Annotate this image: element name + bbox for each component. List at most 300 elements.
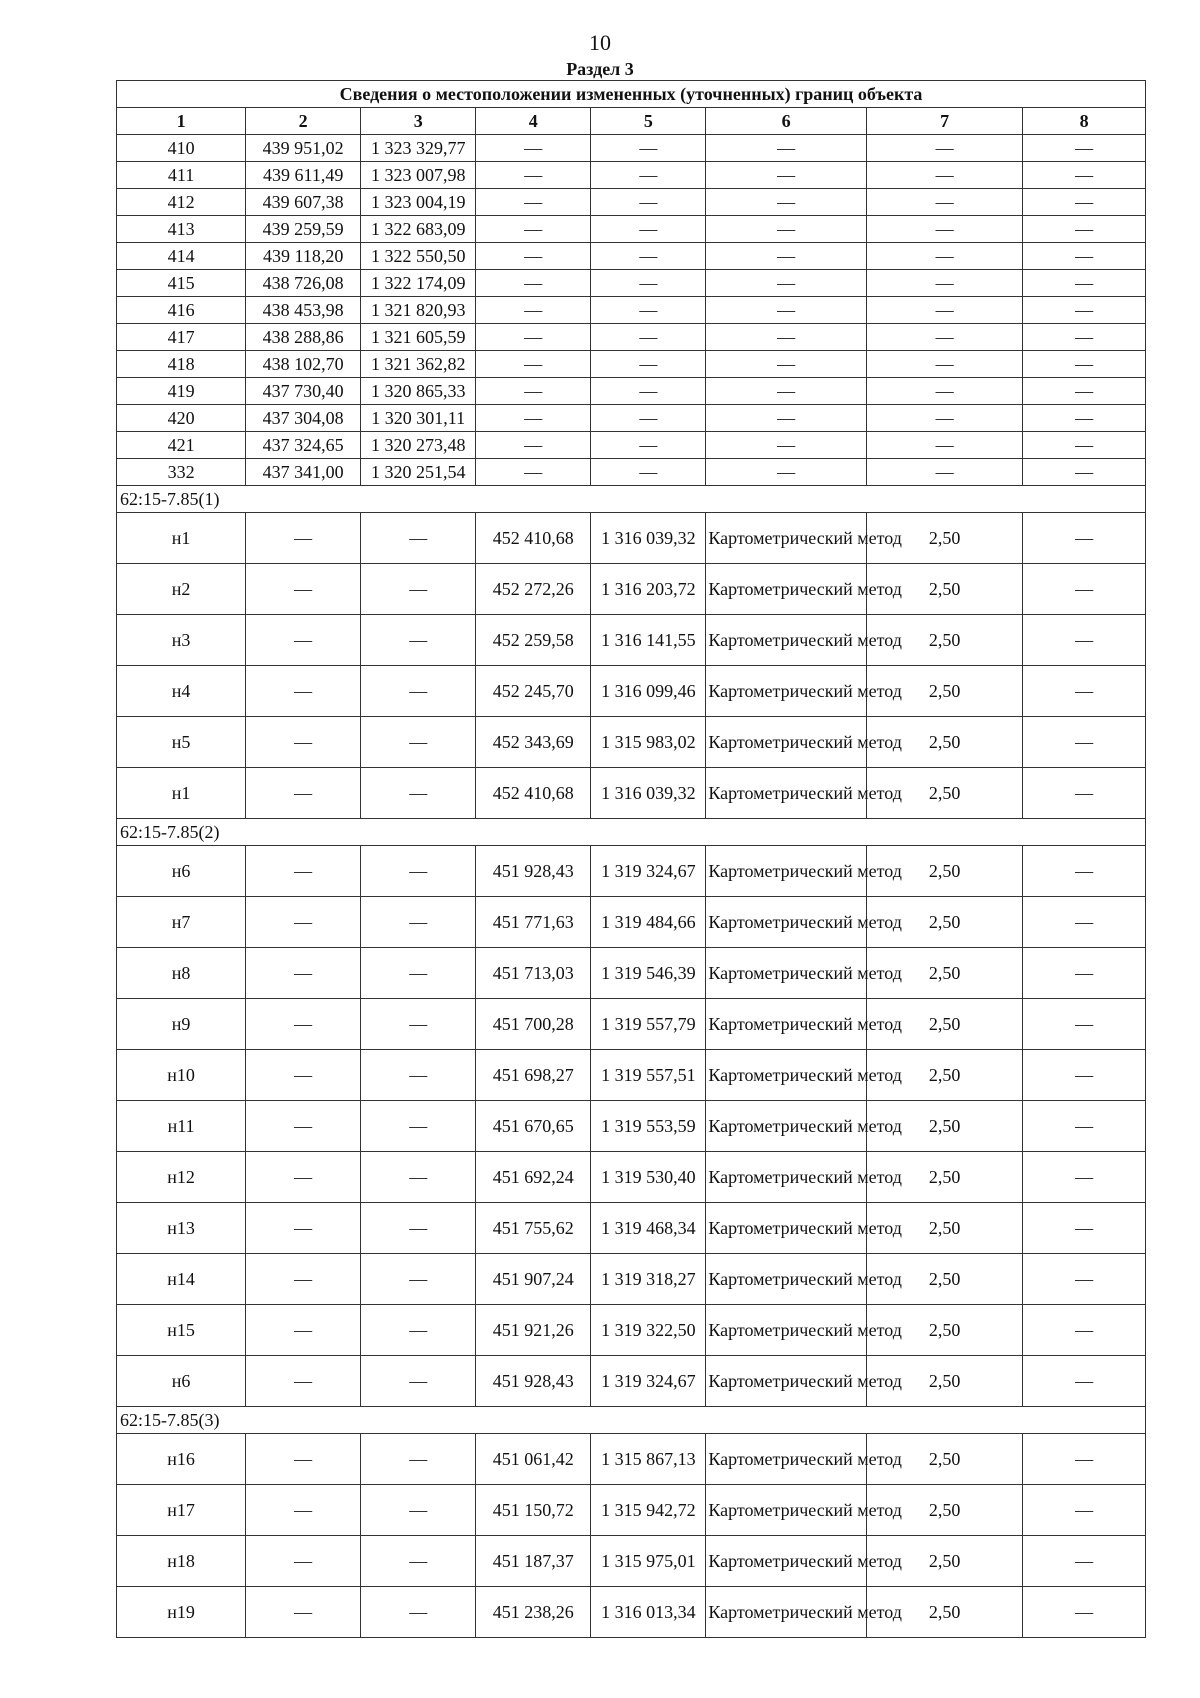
table-row <box>117 1101 1146 1152</box>
table-row <box>117 897 1146 948</box>
old-x-cell: 439 607,38 <box>246 189 361 216</box>
new-x-cell: — <box>476 405 591 432</box>
table-row <box>117 135 1146 162</box>
column-number-row <box>117 108 1146 135</box>
point-number-cell: н9 <box>117 999 246 1050</box>
method-cell: Картометрический метод <box>706 897 867 948</box>
old-x-cell: 439 611,49 <box>246 162 361 189</box>
table-row <box>117 846 1146 897</box>
method-cell: Картометрический метод <box>706 615 867 666</box>
description-cell: — <box>1023 1203 1146 1254</box>
description-cell: — <box>1023 1434 1146 1485</box>
point-number-cell: н4 <box>117 666 246 717</box>
accuracy-cell: — <box>866 378 1022 405</box>
table-row <box>117 1434 1146 1485</box>
description-cell: — <box>1023 1536 1146 1587</box>
new-y-cell: 1 319 546,39 <box>591 948 706 999</box>
method-cell: Картометрический метод <box>706 717 867 768</box>
table-row <box>117 717 1146 768</box>
column-number: 6 <box>706 108 867 135</box>
point-number-cell: 410 <box>117 135 246 162</box>
table-row <box>117 378 1146 405</box>
new-x-cell: 452 245,70 <box>476 666 591 717</box>
table-row <box>117 405 1146 432</box>
new-x-cell: — <box>476 459 591 486</box>
description-cell: — <box>1023 615 1146 666</box>
accuracy-cell: — <box>866 270 1022 297</box>
old-y-cell: 1 323 329,77 <box>361 135 476 162</box>
point-number-cell: н15 <box>117 1305 246 1356</box>
old-y-cell: — <box>361 897 476 948</box>
accuracy-cell: — <box>866 351 1022 378</box>
point-number-cell: н7 <box>117 897 246 948</box>
parcel-label: 62:15-7.85(3) <box>117 1407 1146 1434</box>
description-cell: — <box>1023 1050 1146 1101</box>
accuracy-cell: — <box>866 216 1022 243</box>
old-x-cell: 437 304,08 <box>246 405 361 432</box>
accuracy-cell: 2,50 <box>866 1152 1022 1203</box>
old-y-cell: 1 322 683,09 <box>361 216 476 243</box>
old-x-cell: — <box>246 1305 361 1356</box>
accuracy-cell: — <box>866 189 1022 216</box>
point-number-cell: н18 <box>117 1536 246 1587</box>
new-y-cell: 1 315 867,13 <box>591 1434 706 1485</box>
column-number: 2 <box>246 108 361 135</box>
accuracy-cell: — <box>866 432 1022 459</box>
new-x-cell: — <box>476 135 591 162</box>
point-number-cell: н3 <box>117 615 246 666</box>
table-row <box>117 324 1146 351</box>
accuracy-cell: — <box>866 162 1022 189</box>
point-number-cell: 417 <box>117 324 246 351</box>
old-y-cell: — <box>361 846 476 897</box>
method-cell: Картометрический метод <box>706 1305 867 1356</box>
new-x-cell: — <box>476 270 591 297</box>
method-cell: Картометрический метод <box>706 1434 867 1485</box>
point-number-cell: н16 <box>117 1434 246 1485</box>
point-number-cell: 412 <box>117 189 246 216</box>
accuracy-cell: 2,50 <box>866 1305 1022 1356</box>
method-cell: — <box>706 162 867 189</box>
method-cell: Картометрический метод <box>706 1254 867 1305</box>
new-x-cell: 451 692,24 <box>476 1152 591 1203</box>
old-x-cell: — <box>246 564 361 615</box>
method-cell: Картометрический метод <box>706 1485 867 1536</box>
old-y-cell: — <box>361 948 476 999</box>
parcel-label: 62:15-7.85(1) <box>117 486 1146 513</box>
accuracy-cell: 2,50 <box>866 1101 1022 1152</box>
method-cell: Картометрический метод <box>706 1356 867 1407</box>
old-x-cell: — <box>246 1434 361 1485</box>
table-row <box>117 666 1146 717</box>
method-cell: — <box>706 405 867 432</box>
point-number-cell: 411 <box>117 162 246 189</box>
old-y-cell: — <box>361 768 476 819</box>
new-x-cell: 451 187,37 <box>476 1536 591 1587</box>
old-x-cell: — <box>246 1050 361 1101</box>
new-y-cell: 1 316 039,32 <box>591 768 706 819</box>
old-y-cell: 1 320 251,54 <box>361 459 476 486</box>
point-number-cell: н19 <box>117 1587 246 1638</box>
accuracy-cell: 2,50 <box>866 717 1022 768</box>
old-y-cell: — <box>361 1356 476 1407</box>
old-y-cell: 1 320 273,48 <box>361 432 476 459</box>
accuracy-cell: 2,50 <box>866 897 1022 948</box>
point-number-cell: 416 <box>117 297 246 324</box>
table-row <box>117 1587 1146 1638</box>
point-number-cell: н17 <box>117 1485 246 1536</box>
point-number-cell: н1 <box>117 513 246 564</box>
point-number-cell: н14 <box>117 1254 246 1305</box>
point-number-cell: н1 <box>117 768 246 819</box>
table-row <box>117 243 1146 270</box>
description-cell: — <box>1023 564 1146 615</box>
table-row <box>117 948 1146 999</box>
description-cell: — <box>1023 1254 1146 1305</box>
column-number: 5 <box>591 108 706 135</box>
old-y-cell: 1 321 820,93 <box>361 297 476 324</box>
point-number-cell: н6 <box>117 1356 246 1407</box>
description-cell: — <box>1023 1356 1146 1407</box>
old-y-cell: — <box>361 1050 476 1101</box>
method-cell: — <box>706 297 867 324</box>
description-cell: — <box>1023 351 1146 378</box>
method-cell: Картометрический метод <box>706 1050 867 1101</box>
old-y-cell: 1 320 865,33 <box>361 378 476 405</box>
new-x-cell: 451 698,27 <box>476 1050 591 1101</box>
description-cell: — <box>1023 717 1146 768</box>
table-row <box>117 162 1146 189</box>
new-y-cell: — <box>591 405 706 432</box>
new-x-cell: — <box>476 297 591 324</box>
new-x-cell: — <box>476 189 591 216</box>
method-cell: — <box>706 351 867 378</box>
old-y-cell: — <box>361 1203 476 1254</box>
method-cell: — <box>706 135 867 162</box>
new-y-cell: — <box>591 162 706 189</box>
description-cell: — <box>1023 1485 1146 1536</box>
new-x-cell: — <box>476 432 591 459</box>
column-number: 1 <box>117 108 246 135</box>
accuracy-cell: 2,50 <box>866 1050 1022 1101</box>
old-x-cell: 437 341,00 <box>246 459 361 486</box>
accuracy-cell: — <box>866 243 1022 270</box>
table-row <box>117 1485 1146 1536</box>
description-cell: — <box>1023 459 1146 486</box>
table-row <box>117 216 1146 243</box>
accuracy-cell: 2,50 <box>866 1203 1022 1254</box>
new-x-cell: — <box>476 324 591 351</box>
method-cell: Картометрический метод <box>706 1587 867 1638</box>
accuracy-cell: 2,50 <box>866 1254 1022 1305</box>
point-number-cell: н8 <box>117 948 246 999</box>
old-y-cell: 1 321 362,82 <box>361 351 476 378</box>
old-y-cell: — <box>361 513 476 564</box>
description-cell: — <box>1023 243 1146 270</box>
old-x-cell: — <box>246 768 361 819</box>
description-cell: — <box>1023 1305 1146 1356</box>
old-x-cell: — <box>246 666 361 717</box>
point-number-cell: 421 <box>117 432 246 459</box>
new-x-cell: 451 771,63 <box>476 897 591 948</box>
old-x-cell: — <box>246 1152 361 1203</box>
point-number-cell: н2 <box>117 564 246 615</box>
method-cell: Картометрический метод <box>706 564 867 615</box>
old-y-cell: — <box>361 564 476 615</box>
new-x-cell: — <box>476 351 591 378</box>
method-cell: Картометрический метод <box>706 1101 867 1152</box>
old-x-cell: — <box>246 846 361 897</box>
method-cell: Картометрический метод <box>706 768 867 819</box>
point-number-cell: 415 <box>117 270 246 297</box>
description-cell: — <box>1023 189 1146 216</box>
accuracy-cell: — <box>866 297 1022 324</box>
old-x-cell: — <box>246 1587 361 1638</box>
new-y-cell: 1 316 203,72 <box>591 564 706 615</box>
new-y-cell: 1 316 099,46 <box>591 666 706 717</box>
new-x-cell: 452 343,69 <box>476 717 591 768</box>
accuracy-cell: — <box>866 135 1022 162</box>
description-cell: — <box>1023 768 1146 819</box>
old-y-cell: — <box>361 1536 476 1587</box>
point-number-cell: н10 <box>117 1050 246 1101</box>
new-y-cell: 1 319 324,67 <box>591 1356 706 1407</box>
table-row <box>117 351 1146 378</box>
old-x-cell: — <box>246 1254 361 1305</box>
group-header-row <box>117 819 1146 846</box>
group-header-row <box>117 486 1146 513</box>
new-y-cell: — <box>591 378 706 405</box>
table-row <box>117 297 1146 324</box>
old-x-cell: — <box>246 1203 361 1254</box>
table-row <box>117 564 1146 615</box>
old-x-cell: — <box>246 1536 361 1587</box>
table-row <box>117 189 1146 216</box>
method-cell: — <box>706 189 867 216</box>
point-number-cell: 414 <box>117 243 246 270</box>
description-cell: — <box>1023 666 1146 717</box>
accuracy-cell: 2,50 <box>866 1536 1022 1587</box>
new-x-cell: 451 713,03 <box>476 948 591 999</box>
accuracy-cell: 2,50 <box>866 564 1022 615</box>
accuracy-cell: 2,50 <box>866 999 1022 1050</box>
method-cell: — <box>706 216 867 243</box>
column-number: 4 <box>476 108 591 135</box>
new-y-cell: 1 319 530,40 <box>591 1152 706 1203</box>
new-y-cell: — <box>591 270 706 297</box>
description-cell: — <box>1023 948 1146 999</box>
new-x-cell: 451 061,42 <box>476 1434 591 1485</box>
new-y-cell: — <box>591 297 706 324</box>
table-row <box>117 513 1146 564</box>
method-cell: — <box>706 432 867 459</box>
new-x-cell: 451 238,26 <box>476 1587 591 1638</box>
table-row <box>117 1203 1146 1254</box>
new-y-cell: 1 319 557,79 <box>591 999 706 1050</box>
description-cell: — <box>1023 324 1146 351</box>
old-y-cell: 1 323 004,19 <box>361 189 476 216</box>
old-x-cell: 439 118,20 <box>246 243 361 270</box>
method-cell: — <box>706 243 867 270</box>
method-cell: — <box>706 378 867 405</box>
accuracy-cell: 2,50 <box>866 615 1022 666</box>
description-cell: — <box>1023 1101 1146 1152</box>
new-y-cell: — <box>591 351 706 378</box>
old-x-cell: — <box>246 999 361 1050</box>
new-x-cell: 451 700,28 <box>476 999 591 1050</box>
new-y-cell: — <box>591 432 706 459</box>
description-cell: — <box>1023 216 1146 243</box>
table-row <box>117 1050 1146 1101</box>
table-row <box>117 1152 1146 1203</box>
description-cell: — <box>1023 999 1146 1050</box>
coordinates-table <box>116 80 1146 1638</box>
new-y-cell: 1 316 039,32 <box>591 513 706 564</box>
new-y-cell: 1 316 141,55 <box>591 615 706 666</box>
old-y-cell: — <box>361 1152 476 1203</box>
description-cell: — <box>1023 378 1146 405</box>
point-number-cell: 332 <box>117 459 246 486</box>
point-number-cell: н12 <box>117 1152 246 1203</box>
new-y-cell: — <box>591 135 706 162</box>
new-x-cell: 451 928,43 <box>476 846 591 897</box>
accuracy-cell: 2,50 <box>866 1356 1022 1407</box>
method-cell: Картометрический метод <box>706 666 867 717</box>
old-x-cell: — <box>246 717 361 768</box>
new-x-cell: 452 272,26 <box>476 564 591 615</box>
method-cell: Картометрический метод <box>706 999 867 1050</box>
old-x-cell: 437 324,65 <box>246 432 361 459</box>
new-y-cell: 1 319 553,59 <box>591 1101 706 1152</box>
old-x-cell: — <box>246 1485 361 1536</box>
new-y-cell: 1 316 013,34 <box>591 1587 706 1638</box>
table-row <box>117 768 1146 819</box>
old-y-cell: — <box>361 1485 476 1536</box>
old-y-cell: — <box>361 1101 476 1152</box>
old-x-cell: — <box>246 1356 361 1407</box>
new-y-cell: 1 319 324,67 <box>591 846 706 897</box>
old-x-cell: 437 730,40 <box>246 378 361 405</box>
description-cell: — <box>1023 432 1146 459</box>
description-cell: — <box>1023 270 1146 297</box>
point-number-cell: 418 <box>117 351 246 378</box>
new-x-cell: 451 150,72 <box>476 1485 591 1536</box>
point-number-cell: 420 <box>117 405 246 432</box>
new-x-cell: 451 907,24 <box>476 1254 591 1305</box>
old-x-cell: — <box>246 1101 361 1152</box>
old-x-cell: 438 726,08 <box>246 270 361 297</box>
description-cell: — <box>1023 897 1146 948</box>
table-row <box>117 1536 1146 1587</box>
point-number-cell: 419 <box>117 378 246 405</box>
description-cell: — <box>1023 135 1146 162</box>
point-number-cell: н13 <box>117 1203 246 1254</box>
new-y-cell: 1 315 975,01 <box>591 1536 706 1587</box>
old-x-cell: 439 951,02 <box>246 135 361 162</box>
accuracy-cell: 2,50 <box>866 846 1022 897</box>
page-number: 10 <box>589 30 611 55</box>
accuracy-cell: 2,50 <box>866 768 1022 819</box>
method-cell: — <box>706 270 867 297</box>
old-y-cell: 1 320 301,11 <box>361 405 476 432</box>
new-y-cell: 1 319 484,66 <box>591 897 706 948</box>
point-number-cell: н5 <box>117 717 246 768</box>
new-x-cell: 452 410,68 <box>476 513 591 564</box>
old-y-cell: 1 323 007,98 <box>361 162 476 189</box>
new-x-cell: — <box>476 162 591 189</box>
method-cell: Картометрический метод <box>706 1536 867 1587</box>
new-y-cell: — <box>591 243 706 270</box>
column-number: 3 <box>361 108 476 135</box>
old-y-cell: — <box>361 1305 476 1356</box>
accuracy-cell: 2,50 <box>866 1434 1022 1485</box>
new-y-cell: 1 315 942,72 <box>591 1485 706 1536</box>
section-title: Раздел 3 <box>566 59 634 79</box>
new-y-cell: 1 319 557,51 <box>591 1050 706 1101</box>
accuracy-cell: 2,50 <box>866 513 1022 564</box>
new-x-cell: 452 410,68 <box>476 768 591 819</box>
method-cell: Картометрический метод <box>706 1203 867 1254</box>
description-cell: — <box>1023 405 1146 432</box>
accuracy-cell: 2,50 <box>866 666 1022 717</box>
new-x-cell: 451 670,65 <box>476 1101 591 1152</box>
new-y-cell: — <box>591 216 706 243</box>
old-y-cell: 1 322 550,50 <box>361 243 476 270</box>
accuracy-cell: — <box>866 324 1022 351</box>
method-cell: — <box>706 459 867 486</box>
old-y-cell: — <box>361 1254 476 1305</box>
point-number-cell: 413 <box>117 216 246 243</box>
new-x-cell: — <box>476 216 591 243</box>
table-row <box>117 1305 1146 1356</box>
old-x-cell: 439 259,59 <box>246 216 361 243</box>
old-x-cell: 438 288,86 <box>246 324 361 351</box>
old-y-cell: — <box>361 666 476 717</box>
accuracy-cell: — <box>866 459 1022 486</box>
new-y-cell: 1 315 983,02 <box>591 717 706 768</box>
accuracy-cell: — <box>866 405 1022 432</box>
new-y-cell: 1 319 322,50 <box>591 1305 706 1356</box>
column-number: 7 <box>866 108 1022 135</box>
description-cell: — <box>1023 846 1146 897</box>
new-x-cell: 451 928,43 <box>476 1356 591 1407</box>
accuracy-cell: 2,50 <box>866 1485 1022 1536</box>
old-x-cell: 438 453,98 <box>246 297 361 324</box>
new-y-cell: — <box>591 189 706 216</box>
old-x-cell: — <box>246 948 361 999</box>
table-row <box>117 1254 1146 1305</box>
table-row <box>117 1356 1146 1407</box>
point-number-cell: н11 <box>117 1101 246 1152</box>
point-number-cell: н6 <box>117 846 246 897</box>
table-caption: Сведения о местоположении измененных (уточненных) границ объекта <box>117 81 1146 108</box>
new-y-cell: 1 319 318,27 <box>591 1254 706 1305</box>
table-row <box>117 459 1146 486</box>
table-row <box>117 615 1146 666</box>
old-y-cell: — <box>361 1587 476 1638</box>
parcel-label: 62:15-7.85(2) <box>117 819 1146 846</box>
new-x-cell: 452 259,58 <box>476 615 591 666</box>
old-x-cell: — <box>246 897 361 948</box>
new-x-cell: — <box>476 378 591 405</box>
old-y-cell: — <box>361 999 476 1050</box>
old-x-cell: 438 102,70 <box>246 351 361 378</box>
description-cell: — <box>1023 1152 1146 1203</box>
old-y-cell: 1 322 174,09 <box>361 270 476 297</box>
method-cell: Картометрический метод <box>706 1152 867 1203</box>
new-x-cell: 451 921,26 <box>476 1305 591 1356</box>
column-number: 8 <box>1023 108 1146 135</box>
